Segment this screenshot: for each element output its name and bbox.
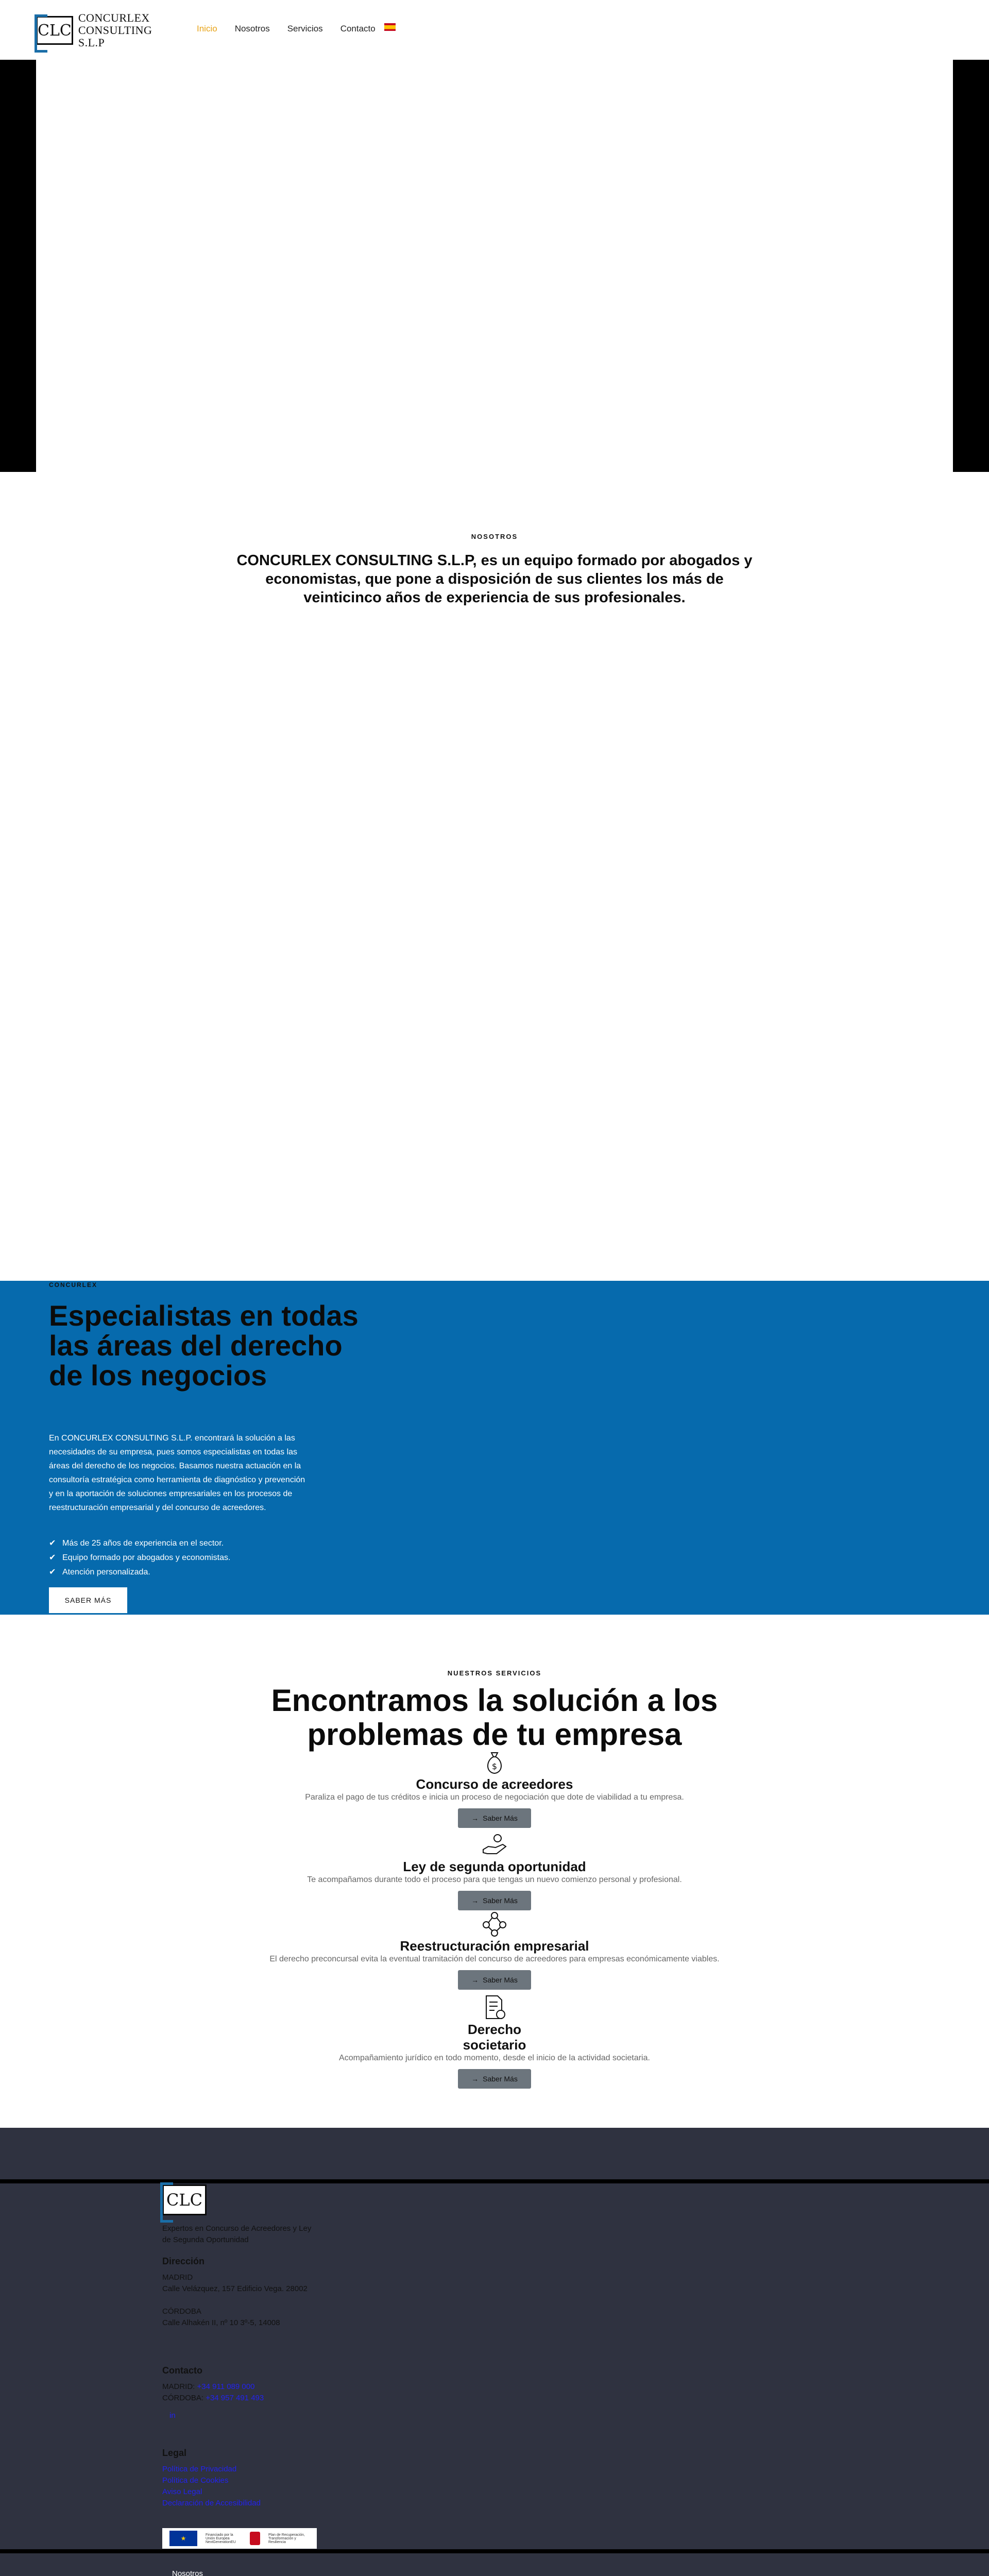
service-title: Ley de segunda oportunidad (403, 1859, 586, 1874)
footer-logo[interactable]: CLC (162, 2184, 207, 2215)
service-text: Paraliza el pago de tus créditos e inicia un proceso de negociación que dote de viabilidad a tu empresa. (305, 1793, 684, 1802)
spanish-flag-icon[interactable] (384, 23, 396, 31)
list-item: ✔ Atención personalizada. (49, 1565, 230, 1580)
saber-mas-button[interactable]: → Saber Más (458, 2069, 531, 2089)
service-text: Acompañamiento jurídico en todo momento, desde el inicio de la actividad societaria. (339, 2054, 650, 2062)
service-concurso (0, 1748, 989, 1828)
saber-mas-button[interactable]: → Saber Más (458, 1970, 531, 1990)
hero-media (36, 60, 953, 472)
money-bag-icon (480, 1748, 509, 1776)
service-title: Concurso de acreedores (416, 1776, 573, 1792)
nav-servicios[interactable]: Servicios (287, 24, 323, 33)
servicios-title: Encontramos la solución a los problemas de tu empresa (271, 1683, 718, 1752)
eu-flag-icon: ★ (169, 2531, 197, 2546)
nosotros-kicker: NOSOTROS (471, 533, 518, 540)
footer-contacto: Contacto MADRID: +34 911 089 000 CÓRDOBA: +34 957 491 493 in (162, 2365, 264, 2421)
especialistas-title: Especialistas en todas las áreas del derecho de los negocios (49, 1299, 359, 1392)
arrow-right-icon: → (471, 1896, 479, 1905)
aviso-legal-link[interactable]: Aviso Legal (162, 2487, 202, 2496)
service-title: Reestructuración empresarial (400, 1938, 589, 1954)
footer-divider (0, 2179, 989, 2183)
site-logo[interactable] (36, 11, 170, 49)
service-title: Derecho societario (463, 2022, 526, 2053)
logo-text: CONCURLEX CONSULTING S.L.P (78, 11, 152, 49)
footer-direccion: Dirección MADRID Calle Velázquez, 157 Edificio Vega. 28002 CÓRDOBA Calle Alhakén II, nº 10 3º-5, 14008 (162, 2256, 308, 2327)
hand-coins-icon (480, 1830, 509, 1859)
service-societario (0, 1993, 989, 2089)
nav-inicio[interactable]: Inicio (197, 24, 217, 33)
main-nav (197, 24, 376, 34)
accesibilidad-link[interactable]: Declaración de Accesibilidad (162, 2499, 261, 2507)
arrow-right-icon: → (471, 2075, 479, 2083)
site-footer (0, 2128, 989, 2576)
footer-nav (172, 2568, 203, 2576)
saber-mas-button[interactable]: → Saber Más (458, 1808, 531, 1828)
hero-banner (0, 60, 989, 472)
cookies-link[interactable]: Política de Cookies (162, 2476, 229, 2485)
eu-funding-banner: ★ Financiado por la Unión Europea NextGenerationEU Plan de Recuperación, Transformación y Resiliencia (162, 2528, 317, 2549)
check-icon: ✔ (49, 1553, 56, 1562)
service-text: Te acompañamos durante todo el proceso para que tengas un nuevo comienzo personal y profesional. (307, 1875, 682, 1884)
saber-mas-button[interactable]: SABER MÁS (49, 1587, 127, 1613)
arrow-right-icon: → (471, 1814, 479, 1822)
footer-tagline: Expertos en Concurso de Acreedores y Ley de Segunda Oportunidad (162, 2224, 312, 2244)
network-icon (480, 1909, 509, 1938)
svg-text:$: $ (491, 1761, 498, 1771)
service-text: El derecho preconcursal evita la eventual tramitación del concurso de acreedores para empresas económicamente viables. (269, 1955, 720, 1963)
especialistas-kicker: CONCURLEX (49, 1281, 98, 1289)
service-reestructuracion (0, 1909, 989, 1990)
cordoba-phone-link[interactable]: +34 957 491 493 (206, 2394, 264, 2402)
site-header (0, 0, 989, 60)
linkedin-icon[interactable]: in (169, 2411, 176, 2420)
check-icon: ✔ (49, 1539, 56, 1548)
privacy-link[interactable]: Política de Privacidad (162, 2465, 237, 2473)
especialistas-paragraph: En CONCURLEX CONSULTING S.L.P. encontrará la solución a las necesidades de su empresa, pues somos especialistas en todas las áreas del derecho de los negocios. Basamos nuestra actuación en la consultoría estratégica como herramienta de diagnóstico y prevención y en la aportación de soluciones empresariales en los procesos de reestructuración empresarial y del concurso de acreedores. (49, 1434, 305, 1512)
footer-legal: Legal Política de Privacidad Política de Cookies Aviso Legal Declaración de Accesibilidad (162, 2447, 261, 2509)
service-segunda-oportunidad (0, 1830, 989, 1910)
check-icon: ✔ (49, 1568, 56, 1577)
saber-mas-button[interactable]: → Saber Más (458, 1891, 531, 1910)
spain-seal-icon (250, 2532, 260, 2545)
document-gear-icon (480, 1993, 509, 2022)
footer-nav-nosotros[interactable]: Nosotros (172, 2569, 203, 2576)
logo-mark: CLC (36, 16, 73, 45)
especialistas-checklist (49, 1536, 230, 1580)
servicios-kicker: NUESTROS SERVICIOS (447, 1669, 542, 1677)
arrow-right-icon: → (471, 1976, 479, 1984)
footer-divider (0, 2549, 989, 2553)
nav-nosotros[interactable]: Nosotros (234, 24, 270, 33)
list-item: ✔ Más de 25 años de experiencia en el sector. (49, 1536, 230, 1551)
nav-contacto[interactable]: Contacto (340, 24, 376, 33)
nosotros-text: CONCURLEX CONSULTING S.L.P, es un equipo formado por abogados y economistas, que pone a disposición de sus clientes los más de veinticinco años de experiencia de sus profesionales. (236, 552, 753, 606)
list-item: ✔ Equipo formado por abogados y economistas. (49, 1551, 230, 1565)
madrid-phone-link[interactable]: +34 911 089 000 (197, 2382, 255, 2391)
